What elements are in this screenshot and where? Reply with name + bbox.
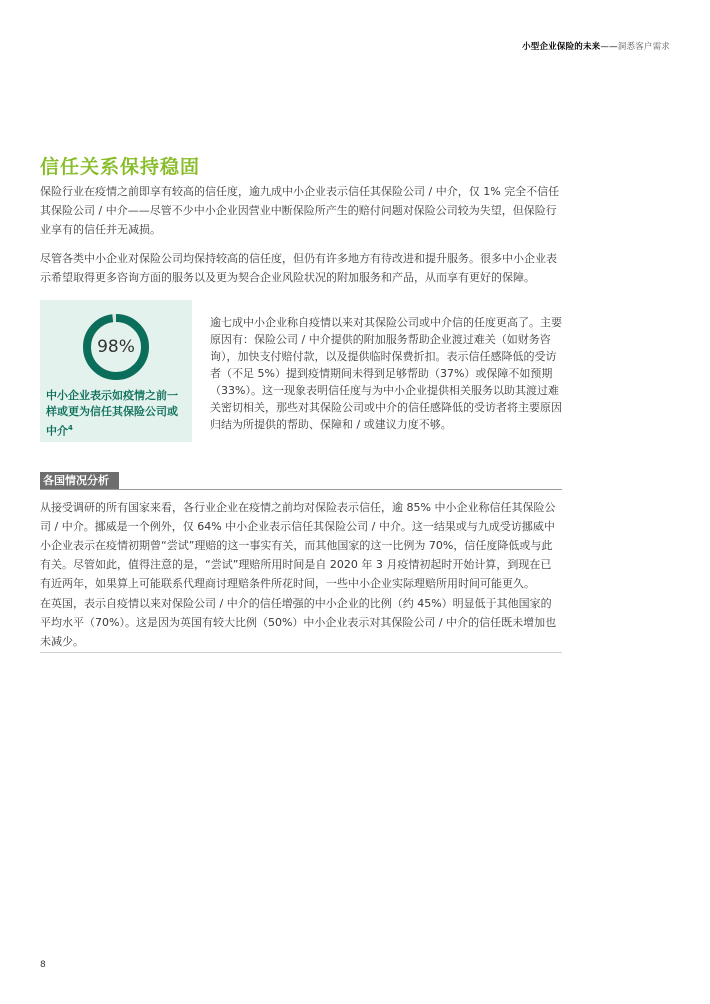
stat-value: 98% [97,337,135,357]
footnote-marker: 4 [68,424,73,432]
section-divider [40,489,562,490]
country-paragraph-1: 从接受调研的所有国家来看，各行业企业在疫情之前均对保险表示信任，逾 85% 中小企业称信任其保险公司 / 中介。挪威是一个例外，仅 64% 中小企业表示信任其保险公司 / 中介。这一结果或与九成受访挪威中小企业表示在疫情初期曾“尝试”理赔的这一事实有关，而其他国家的这一比例为 70%，信任度降低或与此有关。尽管如此，值得注意的是，“尝试”理赔所用时间是自 2020 年 3 月疫情初起时开始计算，到现在已有近两年，如果算上可能联系代理商讨理赔条件所花时间，一些中小企业实际理赔所用时间可能更久。 [40,501,556,590]
stat-caption [46,388,186,440]
header-title: 小型企业保险的未来 [522,42,601,52]
bottom-divider [40,652,562,653]
intro-paragraph-2: 尽管各类中小企业对保险公司均保持较高的信任度，但仍有许多地方有待改进和提升服务。很多中小企业表示希望取得更多咨询方面的服务以及更为契合企业风险状况的附加服务和产品，从而享有更好的保障。 [40,252,557,284]
header-subtitle: 洞悉客户需求 [617,42,670,52]
section-title: 信任关系保持稳固 [40,156,201,178]
header-separator: —— [600,42,618,52]
trust-explanation: 逾七成中小企业称自疫情以来对其保险公司或中介信的任度更高了。主要原因有：保险公司 / 中介提供的附加服务帮助企业渡过难关（如财务咨询），加快支付赔付款，以及提供临时保费折扣。表示信任感降低的受访者（不足 5%）提到疫情期间未得到足够帮助（37%）或保障不如预期（33%）。这一现象表明信任度与为中小企业提供相关服务以助其渡过难关密切相关，那些对其保险公司或中介的信任感降低的受访者将主要原因归结为所提供的帮助、保障和 / 或建议力度不够。 [210,316,562,431]
stat-callout [40,300,192,442]
country-paragraph-2: 在英国，表示自疫情以来对保险公司 / 中介的信任增强的中小企业的比例（约 45%）明显低于其他国家的平均水平（70%）。这是因为英国有较大比例（50%）中小企业表示对其保险公司 / 中介的信任既未增加也未减少。 [40,597,557,648]
country-section-label: 各国情况分析 [40,472,119,490]
page-number: 8 [40,960,46,970]
intro-paragraph-1: 保险行业在疫情之前即享有较高的信任度，逾九成中小企业表示信任其保险公司 / 中介，仅 1% 完全不信任其保险公司 / 中介——尽管不少中小企业因营业中断保险所产生的赔付问题对保险公司较为失望，但保险行业享有的信任并无减损。 [40,185,560,236]
running-header [522,40,670,52]
stat-caption-text: 中小企业表示如疫情之前一样或更为信任其保险公司或中介 [46,389,178,438]
